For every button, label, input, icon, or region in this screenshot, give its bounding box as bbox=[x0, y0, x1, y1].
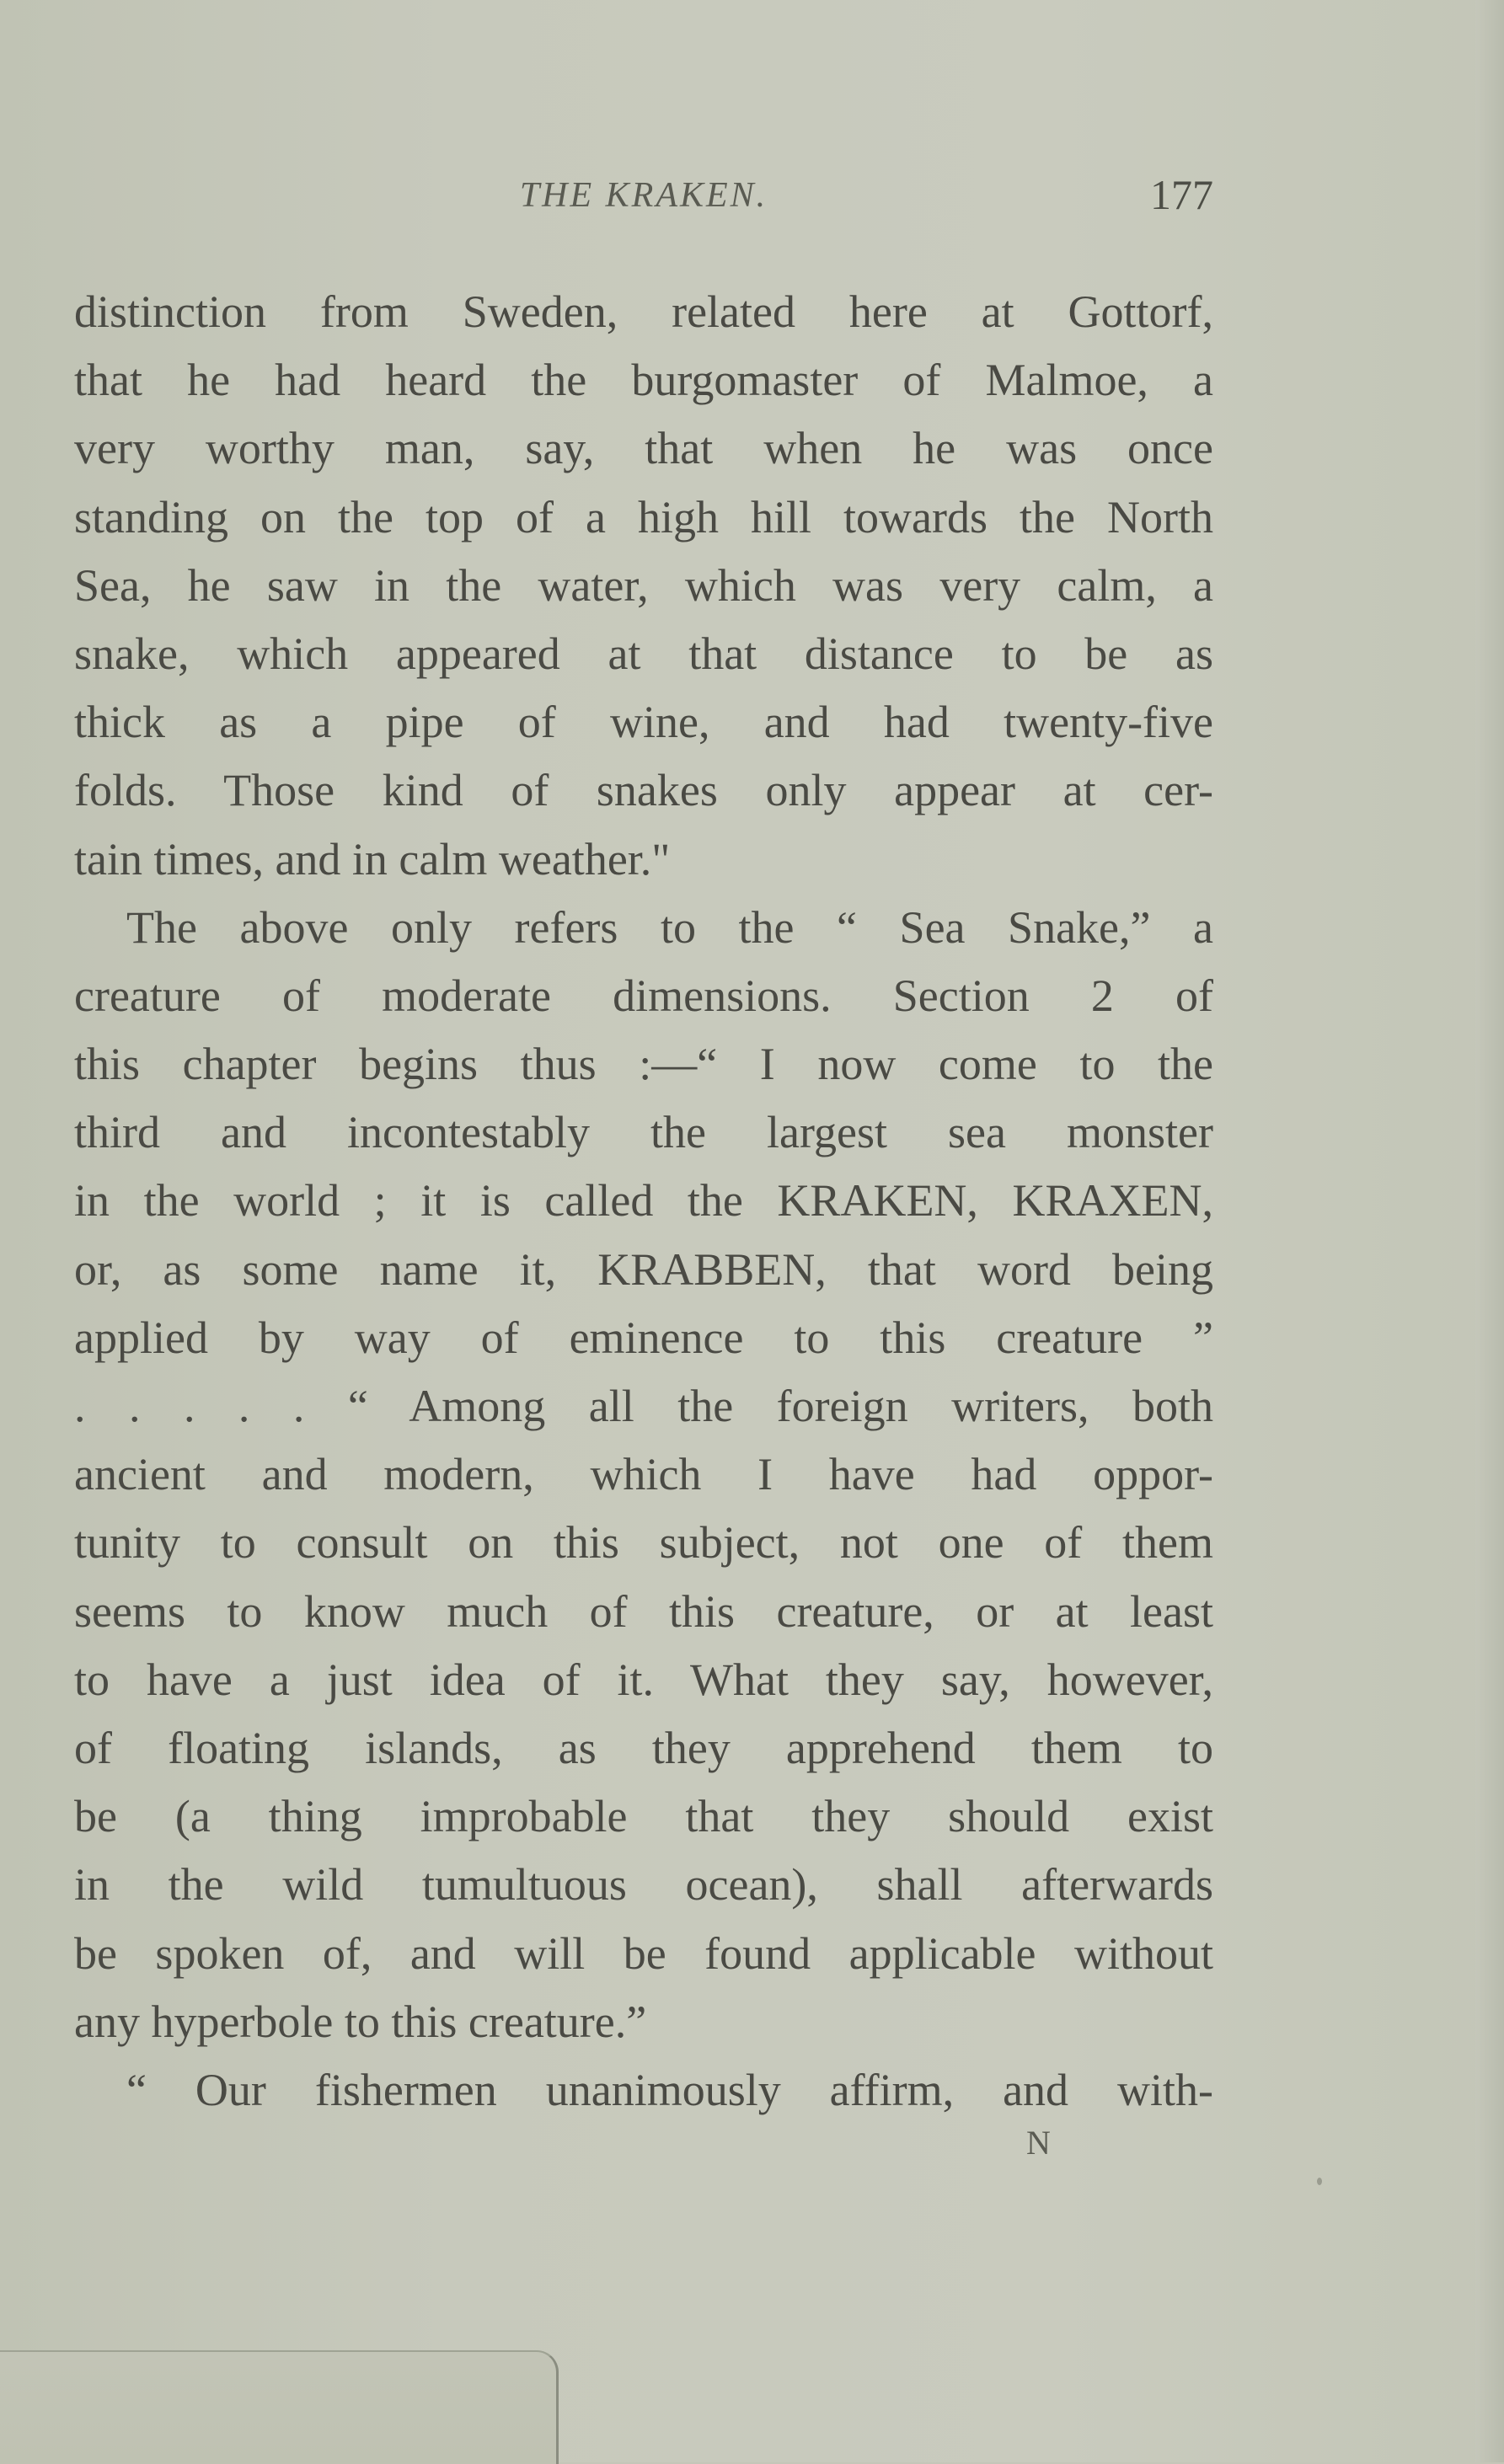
text-line: tunity to consult on this subject, not one of them bbox=[74, 1517, 1213, 1569]
text-line: applied by way of eminence to this creature ” bbox=[74, 1312, 1213, 1363]
text-line: tain times, and in calm weather." bbox=[74, 833, 671, 885]
text-line: be (a thing improbable that they should exist bbox=[74, 1791, 1213, 1842]
page-number: 177 bbox=[1150, 171, 1213, 218]
text-line: any hyperbole to this creature.” bbox=[74, 1996, 647, 2047]
text-line: to have a just idea of it. What they say, however, bbox=[74, 1654, 1213, 1705]
text-line: Sea, he saw in the water, which was very calm, a bbox=[74, 559, 1213, 611]
text-line: of floating islands, as they apprehend them to bbox=[74, 1722, 1213, 1773]
running-head bbox=[74, 171, 1213, 226]
page-stub bbox=[0, 2350, 559, 2464]
text-line: in the world ; it is called the KRAKEN, KRAXEN, bbox=[74, 1175, 1213, 1227]
body-text bbox=[74, 278, 1213, 2125]
running-title: THE KRAKEN. bbox=[519, 176, 768, 215]
text-line: creature of moderate dimensions. Section 2 of bbox=[74, 970, 1213, 1021]
text-line: be spoken of, and will be found applicable without bbox=[74, 1927, 1213, 1979]
text-line: . . . . . “ Among all the foreign writers, both bbox=[74, 1381, 1213, 1431]
text-line: snake, which appeared at that distance to be as bbox=[74, 628, 1213, 679]
ink-speck bbox=[1317, 2178, 1322, 2185]
text-line: that he had heard the burgomaster of Malmoe, a bbox=[74, 355, 1213, 406]
text-line: in the wild tumultuous ocean), shall afterwards bbox=[74, 1859, 1213, 1911]
text-line: this chapter begins thus :—“ I now come to the bbox=[74, 1039, 1213, 1090]
page-edge bbox=[1475, 0, 1504, 2462]
text-line: third and incontestably the largest sea monster bbox=[74, 1107, 1213, 1158]
signature-mark: N bbox=[1026, 2124, 1051, 2162]
text-line: “ Our fishermen unanimously affirm, and with- bbox=[126, 2064, 1213, 2115]
text-line: thick as a pipe of wine, and had twenty-five bbox=[74, 697, 1213, 748]
text-line: very worthy man, say, that when he was once bbox=[74, 423, 1213, 474]
text-line: folds. Those kind of snakes only appear at cer- bbox=[74, 765, 1213, 816]
text-line: ancient and modern, which I have had oppor- bbox=[74, 1449, 1213, 1500]
text-line: standing on the top of a high hill towards the North bbox=[74, 491, 1213, 543]
text-line: seems to know much of this creature, or at least bbox=[74, 1585, 1213, 1637]
text-line: The above only refers to the “ Sea Snake,” a bbox=[126, 901, 1213, 953]
text-line: distinction from Sweden, related here at Gottorf, bbox=[74, 286, 1213, 337]
text-line: or, as some name it, KRABBEN, that word being bbox=[74, 1243, 1213, 1295]
